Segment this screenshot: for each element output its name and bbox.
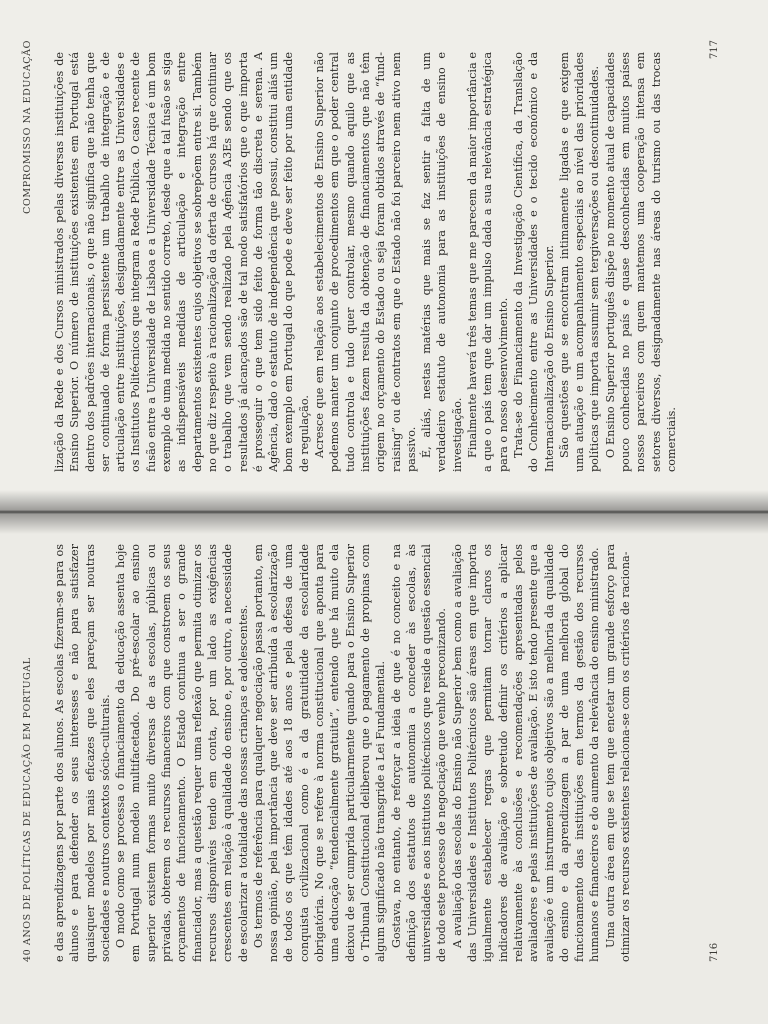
left-paragraph-4: Gostava, no entanto, de reforçar a ideia de que é no conceito e na definição dos estatutos de autonomia a conceder às escolas, às universidades e aos institutos politécnicos que reside a questão essencial de todo este processo de negociação que venho preconizando. (389, 544, 449, 962)
right-paragraph-7: O Ensino Superior português dispõe no momento atual de capacidades pouco conhecidas no país e quase desconhecidas em muitos países nossos parceiros com quem mantemos uma cooperação intensa em setores diversos, designadamente nas áreas do turismo ou das trocas comerciais. (603, 52, 678, 472)
right-paragraph-5: Trata-se do Financiamento da Investigação Científica, da Translação do Conhecimento entre as Universidades e o tecido económico e da Internacionalização do Ensino Superior. (511, 52, 556, 472)
right-body-text (52, 52, 712, 472)
right-paragraph-3: É, aliás, nestas matérias que mais se faz sentir a falta de um verdadeiro estatuto de autonomia para as instituições de ensino e investigação. (420, 52, 464, 472)
right-paragraph-1: lização da Rede e dos Cursos ministrados pelas diversas instituições de Ensino Superior. O número de instituições existentes em Portugal está dentro dos padrões internacionais, o que não significa que não tenha que ser continuado de forma persistente um trabalho de integração e de articulação entre instituições, designadamente entre as Universidades e os Institutos Politécnicos que integram a Rede Pública. O caso recente de fusão entre a Universidade de Lisboa e a Universidade Técnica é um bom exemplo de uma medida no sentido correto, desde que a tal fusão se siga as indispensáveis medidas de articulação e integração entre departamentos existentes cujos objetivos se sobrepõem entre si. Também no que diz respeito à racionalização da oferta de cursos há que continuar o trabalho que vem sendo realizado pela Agência A3Es sendo que os resultados já alcançados são de tal modo satisfatórios que o que importa é prosseguir o que tem sido feito de forma tão discreta e serena. A Agência, dado o estatuto de independência que possui, constitui aliás um bom exemplo em Portugal do que pode e deve ser feito por uma entidade de regulação. (53, 52, 311, 472)
left-page (0, 512, 768, 1024)
right-page-number: 717 (709, 40, 720, 60)
left-paragraph-1: e das aprendizagens por parte dos alunos. As escolas fizeram-se para os alunos e para defender os seus interesses e não para satisfazer quaisquer modelos por mais eficazes que eles pareçam ser noutras sociedades e noutros contextos sócio-culturais. (53, 544, 112, 962)
right-running-head: COMPROMISSO NA EDUCAÇÃO (22, 40, 33, 214)
left-paragraph-5: A avaliação das escolas do Ensino não Superior bem como a avaliação das Universidades e Institutos Politécnicos são áreas em que importa igualmente estabelecer regras que permitam tornar claros os indicadores de avaliação e sobretudo definir os critérios a aplicar relativamente às conclusões e recomendações apresentadas pelos avaliadores e pelas instituições de avaliação. E isto tendo presente que a avaliação é um instrumento cujos objetivos são a melhoria da qualidade do ensino e da aprendizagem a par de uma melhoria global do funcionamento das instituições em termos da gestão dos recursos humanos e financeiros e do aumento da relevância do ensino ministrado. (450, 544, 602, 962)
left-body-text (52, 544, 712, 962)
left-running-head: 40 ANOS DE POLÍTICAS DE EDUCAÇÃO EM PORTUGAL (22, 657, 33, 962)
left-paragraph-2: O modo como se processa o financiamento da educação assenta hoje em Portugal num modelo multifacetado. Do pré-escolar ao ensino superior existem formas muito diversas de as escolas, públicas ou privadas, obterem os recursos financeiros com que constroem os seus orçamentos de funcionamento. O Estado continua a ser o grande financiador, mas a questão requer uma reflexão que permita otimizar os recursos disponíveis tendo em conta, por um lado as exigências crescentes em relação à qualidade do ensino e, por outro, a necessidade de escolarizar a totalidade das nossas crianças e adolescentes. (114, 544, 250, 962)
left-page-number: 716 (709, 942, 720, 962)
book-gutter-shadow (0, 490, 768, 534)
right-paragraph-2: Acresce que em relação aos estabelecimentos de Ensino Superior não podemos manter um conjunto de procedimentos em que o poder central tudo controla e tudo quer controlar, mesmo quando aquilo que as instituições fazem resulta da obtenção de financiamentos que não têm origem no orçamento do Estado ou seja foram obtidos através de “fund-raising” ou de contratos em que o Estado não foi parceiro nem ativo nem passivo. (313, 52, 418, 472)
left-paragraph-3: Os termos de referência para qualquer negociação passa portanto, em nossa opinião, pela importância que deve ser atribuída à escolarização de todos os que têm idades até aos 18 anos e pela defesa de uma conquista civilizacional como é a da gratuitidade da escolaridade obrigatória. No que se refere à norma constitucional que aponta para uma educação “tendencialmente gratuita”, entendo que há muito ela deixou de ser cumprida particularmente quando para o Ensino Superior o Tribunal Constitucional deliberou que o pagamento de propinas com algum significado não transgride a Lei Fundamental. (251, 544, 388, 962)
right-paragraph-6: São questões que se encontram intimamente ligadas e que exigem uma atuação e um acompanhamento especiais ao nível das prioridades políticas que importa assumir sem tergiversações ou descontinuidades. (557, 52, 602, 472)
left-paragraph-6: Uma outra área em que se tem que encetar um grande esforço para otimizar os recursos existentes relaciona-se com os critérios de raciona- (603, 544, 632, 962)
right-paragraph-4: Finalmente haverá três temas que me parecem da maior importância e a que o país tem que dar um impulso dada a sua relevância estratégica para o nosso desenvolvimento. (466, 52, 510, 472)
